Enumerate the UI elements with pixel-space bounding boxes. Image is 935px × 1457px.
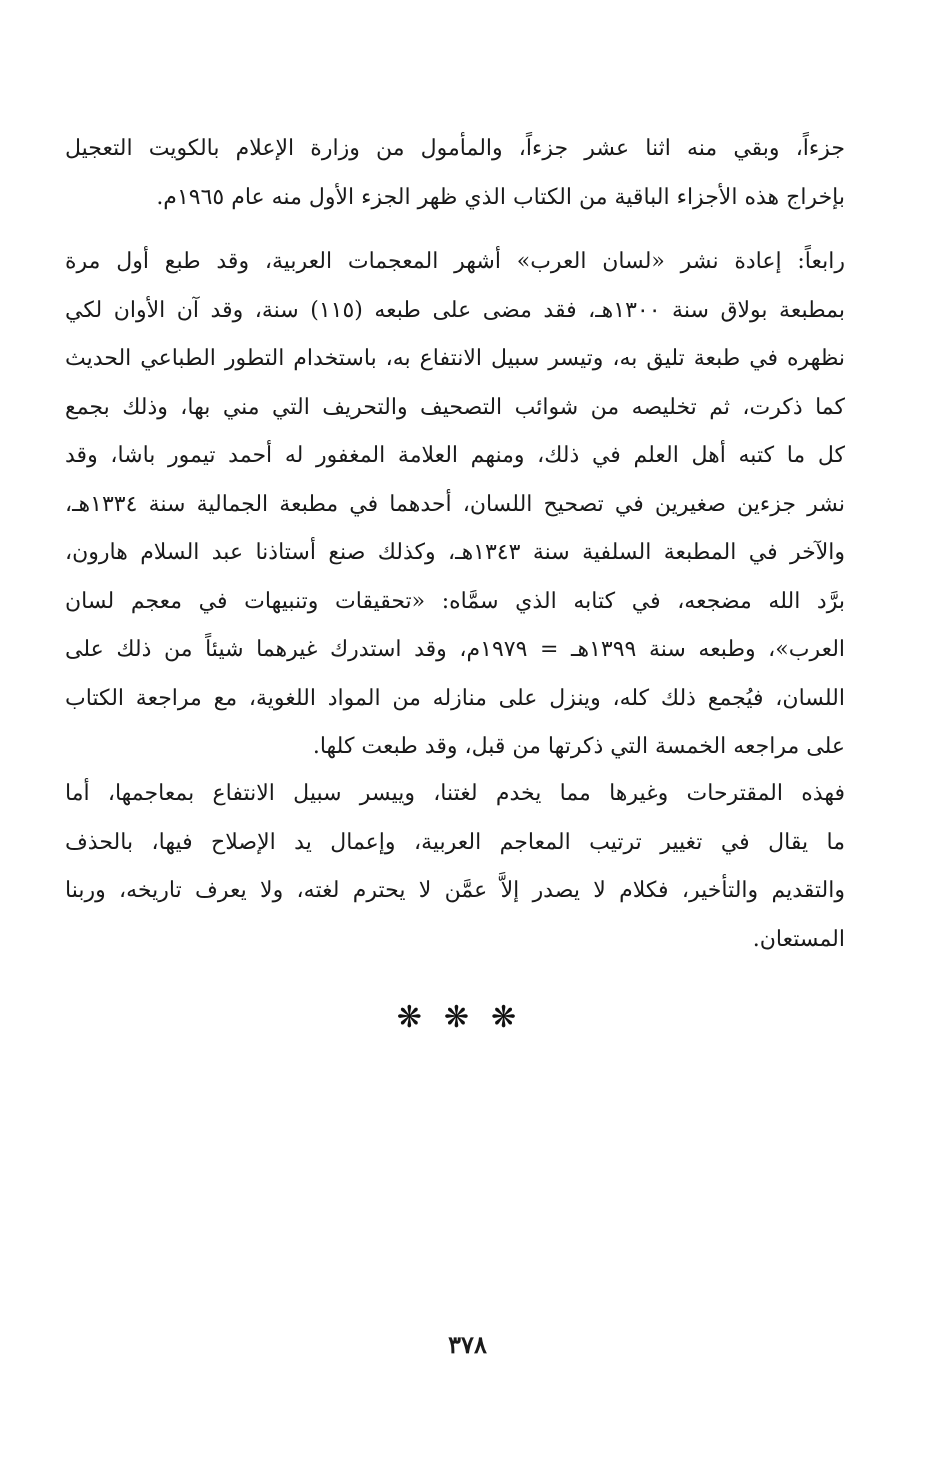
text-line: والتقديم والتأخير، فكلام لا يصدر إلاَّ عمَّن لا يحترم لغته، ولا يعرف تاريخه، وربنا [65, 878, 845, 903]
text-line: بإخراج هذه الأجزاء الباقية من الكتاب الذي ظهر الجزء الأول منه عام ١٩٦٥م. [156, 184, 845, 210]
page-number: ٣٧٨ [448, 1330, 487, 1359]
section-separator: ❋❋❋ [396, 1000, 539, 1035]
text-line: برَّد الله مضجعه، في كتابه الذي سمَّاه: «تحقيقات وتنبيهات في معجم لسان [65, 588, 845, 614]
text-line: فهذه المقترحات وغيرها مما يخدم لغتنا، وييسر سبيل الانتفاع بمعاجمها، أما [65, 781, 845, 806]
paragraph-3 [65, 770, 845, 964]
text-line: نشر جزءين صغيرين في تصحيح اللسان، أحدهما في مطبعة الجمالية سنة ١٣٣٤هـ، [65, 491, 845, 517]
text-line: العرب»، وطبعه سنة ١٣٩٩هـ = ١٩٧٩م، وقد استدرك غيرهما شيئاً من ذلك على [65, 637, 845, 662]
text-line: كما ذكرت، ثم تخليصه من شوائب التصحيف والتحريف التي مني بها، وذلك بجمع [65, 394, 845, 420]
text-line: على مراجعه الخمسة التي ذكرتها من قبل، وقد طبعت كلها. [312, 734, 845, 759]
text-line: المستعان. [752, 926, 845, 952]
text-line: كل ما كتبه أهل العلم في ذلك، ومنهم العلامة المغفور له أحمد تيمور باشا، وقد [65, 443, 845, 468]
paragraph-1 [65, 125, 845, 222]
text-line: رابعاً: إعادة نشر «لسان العرب» أشهر المعجمات العربية، وقد طبع أول مرة [65, 249, 845, 274]
text-line: نظهره في طبعة تليق به، وتيسر سبيل الانتفاع به، باستخدام التطور الطباعي الحديث [65, 346, 845, 371]
text-line: ما يقال في تغيير ترتيب المعاجم العربية، وإعمال يد الإصلاح فيها، بالحذف [65, 829, 845, 855]
paragraph-2 [65, 238, 845, 772]
text-line: اللسان، فيُجمع ذلك كله، وينزل على منازله من المواد اللغوية، مع مراجعة الكتاب [65, 685, 845, 711]
text-line: جزءاً، وبقي منه اثنا عشر جزءاً، والمأمول من وزارة الإعلام بالكويت التعجيل [65, 136, 845, 161]
text-line: بمطبعة بولاق سنة ١٣٠٠هـ، فقد مضى على طبعه (١١٥) سنة، وقد آن الأوان لكي [65, 297, 845, 323]
text-line: والآخر في المطبعة السلفية سنة ١٣٤٣هـ، وكذلك صنع أستاذنا عبد السلام هارون، [65, 540, 845, 565]
